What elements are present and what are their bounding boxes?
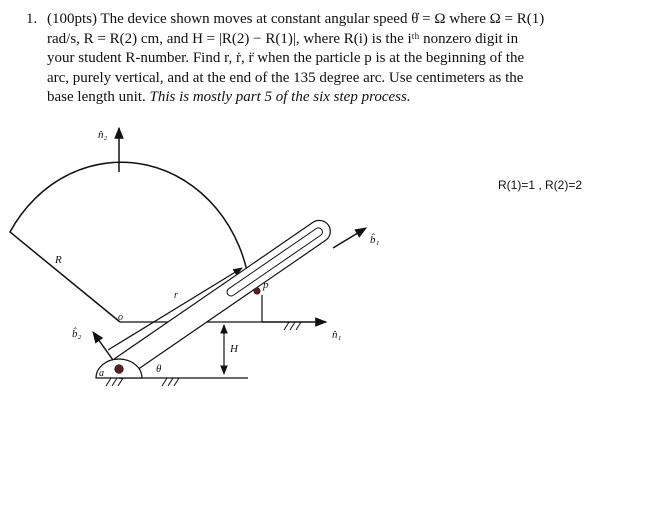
slotted-arm <box>106 216 334 383</box>
label-a: a <box>99 368 104 379</box>
label-R: R <box>55 254 62 266</box>
problem-line-4: arc, purely vertical, and at the end of the 135 degree arc. Use centimeters as the <box>47 69 524 86</box>
label-H: H <box>230 343 238 355</box>
b1-axis-arrow <box>333 228 366 248</box>
ground-hatch-pivot <box>106 378 123 386</box>
b2-label: b̂₂ <box>72 328 82 340</box>
label-o: o <box>118 312 123 323</box>
n1-label: n̂₁ <box>332 329 342 341</box>
problem-line-2: rad/s, R = R(2) cm, and H = |R(2) − R(1)|, where R(i) is the iᵗʰ nonzero digit in <box>47 30 519 47</box>
label-p: p <box>263 279 269 291</box>
problem-line-5-plain: base length unit. <box>47 89 146 105</box>
ground-hatch-base <box>162 378 179 386</box>
label-theta: θ <box>156 363 162 375</box>
pivot-a <box>115 365 124 374</box>
ground-hatch-n1 <box>284 322 301 330</box>
r-values-note: R(1)=1 , R(2)=2 <box>498 178 583 192</box>
n2-label: n̂₂ <box>98 129 108 141</box>
problem-line-1: (100pts) The device shown moves at constant angular speed θ̇ = Ω where Ω = R(1) <box>47 11 545 27</box>
b1-label: b̂₁ <box>370 234 380 246</box>
problem-number: 1. <box>26 11 38 27</box>
problem-line-3: your student R-number. Find r, ṙ, r̈ when the particle p is at the beginning of the <box>47 50 525 66</box>
particle-p <box>254 288 260 294</box>
problem-line-5-italic: This is mostly part 5 of the six step process. <box>149 89 411 105</box>
b2-axis-arrow <box>93 332 113 360</box>
label-r: r <box>174 290 178 301</box>
